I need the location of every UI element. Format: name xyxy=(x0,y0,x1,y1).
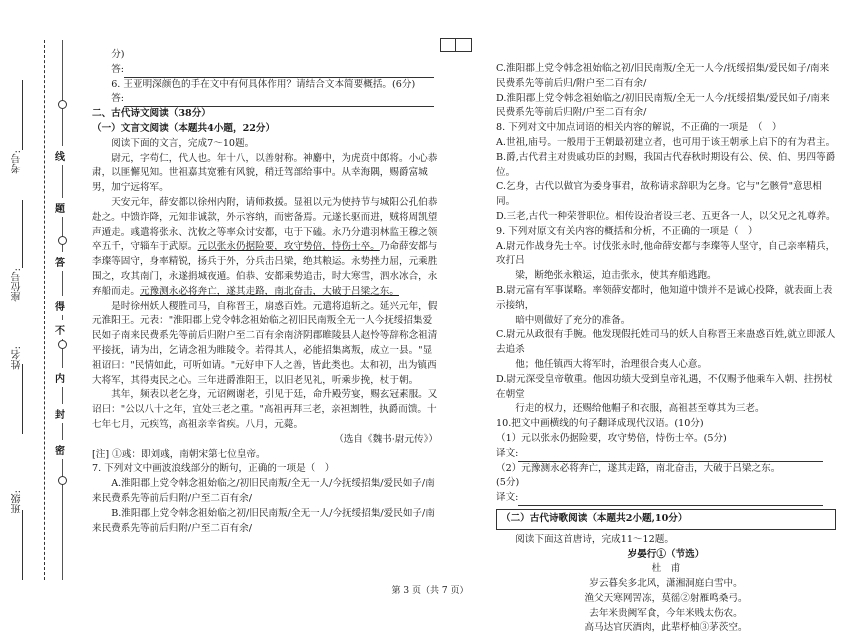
poem-line: 渔父天寒网罟冻，莫徭②射雁鸣桑弓。 xyxy=(584,592,748,604)
option-7d: D.淮阳郡上党令韩念祖始临之/初旧民南叛/全无一人今/抚绥招集/爱民如子/南来民费系先等前后归附/户至二百有余/ xyxy=(496,92,830,119)
question-8: 8. 下列对文中加点词语的相关内容的解说，不正确的一项是 （ ） xyxy=(496,122,782,134)
q5-tail: 分) xyxy=(111,49,125,60)
poem-line: 去年米贵阙军食，今年米贱太伤农。 xyxy=(589,607,743,619)
class-label: 班级: xyxy=(12,490,23,514)
option-9a-cont: 梁，断绝张永粮运，迫击张永，使其弃船逃跑。 xyxy=(515,270,717,282)
question-6: 6. 王亚明深颜色的手在文中有何具体作用？请结合文本简要概括。(6分) xyxy=(111,78,416,90)
left-column xyxy=(92,48,438,536)
option-9c-cont: 他；他任镇西大将军时，治理很合夷人心意。 xyxy=(515,358,708,370)
class-field[interactable] xyxy=(22,510,23,580)
translation-label: 译文: xyxy=(496,447,519,459)
option-7b: B.淮阳郡上党令韩念祖始临之初/旧民南叛/全无一人/今抚绥招集/爱民如子/南来民费系先等前后归附/户至二百有余/ xyxy=(92,507,435,534)
passage-paragraph: 尉元，字苟仁，代人也。年十八，以善射称。神麝中，为虎贲中郎将。小心恭肃，以匪懈见知。世祖嘉其宽雅有风貌，稍迁驾部给事中。从幸海隅，赐爵富城男，加宁远将军。 xyxy=(92,152,438,194)
poem-author: 杜 甫 xyxy=(651,563,681,575)
option-8d: D.三老,古代一种荣誉职位。相传设治者设三老、五更各一人，以父兄之礼尊养。 xyxy=(496,210,836,222)
exam-no-label: 考号: xyxy=(12,150,23,174)
option-9c: C.尉元从政很有手腕。他发现假托姓司马的妖人自称晋王来蛊惑百姓,就立即派人去追杀 xyxy=(496,329,836,356)
option-8a: A.世祖,庙号。一般用于王朝最初建立者，也可用于该王朝承上启下的有为君主。 xyxy=(496,136,836,148)
instructions: 阅读下面的文言，完成7～10题。 xyxy=(111,137,255,149)
answer-label: 答: xyxy=(111,93,125,105)
option-9a: A.尉元作战身先士卒。讨伐张永时,他命薛安都与李璨等人坚守，自己亲率精兵，攻打吕 xyxy=(496,240,836,267)
translation-line[interactable] xyxy=(496,447,836,462)
subsection-heading: （一）文言文阅读（本题共4小题，22分） xyxy=(92,122,276,134)
option-8b: B.爵,古代君主对贵戚功臣的封赐，我国古代春秋时期设有公、侯、伯、男四等爵位。 xyxy=(496,151,836,178)
question-7: 7. 下列对文中画波浪线部分的断句，正确的一项是（ ） xyxy=(92,463,335,475)
seal-char: 线 xyxy=(55,146,65,165)
option-9d: D.尉元深受皇帝敬重。他因功绩大受到皇帝礼遇，不仅赐予他乘车入朝、拄拐杖在朝堂 xyxy=(496,373,833,400)
seal-char: 封 xyxy=(55,404,65,423)
seal-char: 不 xyxy=(55,320,65,339)
translation-label: 译文: xyxy=(496,492,519,504)
underlined-sentence-2: 元豫测永必将奔亡，遂其走路，南北奋击，大破于吕梁之东。 xyxy=(139,285,399,297)
right-column xyxy=(496,62,836,636)
seal-char: 密 xyxy=(55,440,65,459)
question-9: 9. 下列对原文有关内容的概括和分析，不正确的一项是（ ） xyxy=(496,225,758,237)
subsection-heading: （二）古代诗歌阅读（本题共2小题,10分） xyxy=(501,512,688,524)
question-10-2-points: (5分) xyxy=(496,477,520,489)
answer-line[interactable] xyxy=(92,92,438,107)
answer-label: 答: xyxy=(111,63,125,75)
question-10-2: （2）元豫测永必将奔亡，遂其走路，南北奋击，大破于吕梁之东。 xyxy=(496,462,781,474)
underlined-sentence-1: 元以张永仍据险要，攻守势倍，恃伤士卒。 xyxy=(197,241,380,253)
seal-char: 内 xyxy=(55,368,65,387)
binding-hole xyxy=(58,100,67,109)
binding-hole xyxy=(58,476,67,485)
footnote: [注] ①彧：即刘彧，南朝宋第七位皇帝。 xyxy=(92,448,266,460)
seat-label: 座位号: xyxy=(12,268,23,302)
section-heading: 二、古代诗文阅读（38分） xyxy=(92,108,211,120)
seal-char: 题 xyxy=(55,198,65,217)
page-footer: 第 3 页（共 7 页） xyxy=(391,586,469,596)
question-10: 10.把文中画横线的句子翻译成现代汉语。(10分) xyxy=(496,418,704,430)
binding-hole xyxy=(58,340,67,349)
source-citation: （选自《魏书·尉元传》） xyxy=(334,433,438,445)
exam-no-field[interactable] xyxy=(22,80,23,150)
cut-line xyxy=(44,40,45,580)
name-label: 姓名: xyxy=(12,346,23,370)
option-8c: C.乞身，古代以做官为委身事君，故称请求辞职为乞身。它与"乞骸骨"意思相同。 xyxy=(496,181,822,208)
page-header-box xyxy=(440,38,472,52)
seat-field[interactable] xyxy=(22,200,23,268)
passage-paragraph: 其年，频表以老乞身，元诏阙谢老，引见于廷，命升殿劳宴，赐玄冠素服。又诏曰："公以八十之年，宜处三老之重。"高祖再拜三老，亲袒割牲，执爵而馈。十七年七月，元疾笃，高祖亲幸省疾。八月，元薨。 xyxy=(92,389,438,430)
option-9b: B.尉元富有军事谋略。率领薛安都时，他知道中馈并不是诚心投降，就表面上表示接纳， xyxy=(496,284,833,311)
instructions: 阅读下面这首唐诗，完成11～12题。 xyxy=(515,533,674,545)
option-9d-cont: 行走的权力，还赐给他帽子和衣服，高祖甚至尊其为三老。 xyxy=(515,403,765,415)
translation-line[interactable] xyxy=(496,491,836,506)
seal-char: 答 xyxy=(55,252,65,271)
seal-char: 得 xyxy=(55,296,65,315)
poem-line: 高马达官厌酒肉，此辈杼柚③茅茨空。 xyxy=(584,622,748,634)
poetry-section-box xyxy=(496,509,836,530)
option-7a: A.淮阳郡上党令韩念祖始临之/初旧民南叛/全无一人/今抚绥招集/爱民如子/南来民费系先等前后归附/户至二百有余/ xyxy=(92,478,435,504)
passage-paragraph: 天安元年，薛安都以徐州内附，请师救援。显祖以元为使持节与城阳公孔伯恭赴之。中馈诈降，元知非诚款，外示容纳，而密备焉。元遂长驱而进，贼将周凯望声遁走。彧遣将张永、沈攸之等率众讨安都，屯于下磕。永乃分遣羽林监王穆之领卒五千，守辎车于武原。元以张永仍据险要，攻守势倍，恃伤士卒。乃命薛安都与李璨等固守，身率精锐，扬兵于外，分兵击吕梁，绝其粮运。永势挫力屈，元乘胜围之，攻其南门，永遂捐城夜遁。伯恭、安都乘势追击，时大寒雪，泗水冰合，永弃船而走。元豫测永必将奔亡，遂其走路，南北奋击，大破于吕梁之东。 xyxy=(92,196,438,297)
binding-hole xyxy=(58,236,67,245)
answer-line[interactable] xyxy=(92,63,438,78)
poem-line: 岁云暮矣多北风，潇湘洞庭白雪中。 xyxy=(589,578,743,590)
passage-paragraph: 是时徐州妖人稷胜司马，自称晋王，扇惑百姓。元遣将追斩之。延兴元年，假元淮阳王。元表："淮阳郡上党令韩念祖始临之初旧民南叛全无一人今抚绥招集爱民如子南来民费系先等前后归附户至二百有余南济阴郡睢陵县人赵怜等辞称念祖清平接抚，请为出，乞请念祖为睢陵令。若得其人，必能招集离叛，成立一县。"显祖诏曰："民情如此，可听如请。"元好申下人之善，皆此类也。太和初，出为镇西大将军，其得夷民之心。三年进爵淮阳王，以旧老见礼，听乘步挽，杖于朝。 xyxy=(92,300,438,386)
option-7c: C.淮阳郡上党令韩念祖始临之初/旧民南叛/全无一人今/抚绥招集/爱民如子/南来民费系先等前后归/附户至二百有余/ xyxy=(496,63,830,89)
binding-margin xyxy=(0,0,92,608)
name-field[interactable] xyxy=(22,364,23,434)
poem-title: 岁晏行①（节选） xyxy=(627,548,705,560)
option-9b-cont: 暗中则做好了充分的准备。 xyxy=(515,314,631,326)
question-10-1: （1）元以张永仍据险要，攻守势倍，恃伤士卒。(5分) xyxy=(496,432,727,444)
